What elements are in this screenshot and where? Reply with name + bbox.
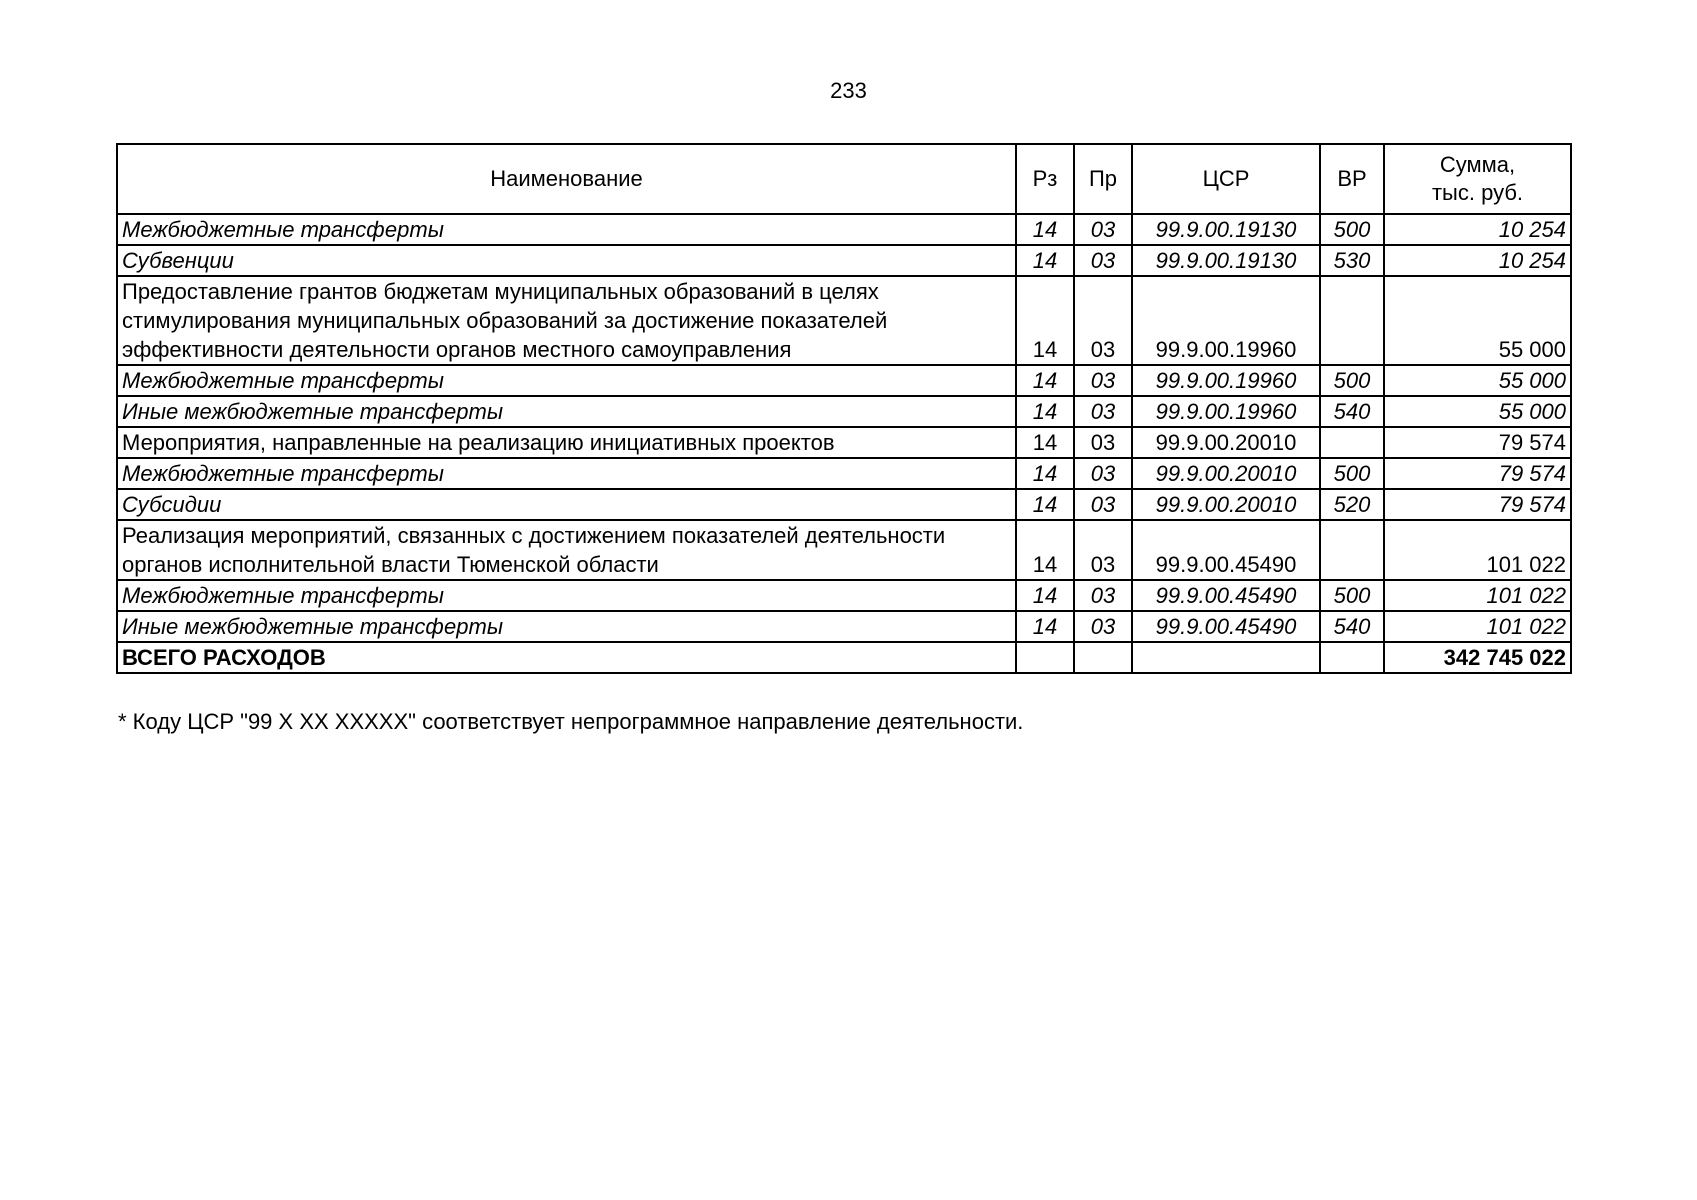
footnote: * Коду ЦСР "99 Х ХХ ХХХХХ" соответствует непрограммное направление деятельности. — [118, 709, 1024, 734]
cell-csr: 99.9.00.20010 — [1132, 458, 1320, 489]
total-empty-vr — [1320, 642, 1384, 673]
cell-rz: 14 — [1016, 611, 1074, 642]
cell-sum: 101 022 — [1384, 520, 1571, 580]
cell-vr: 500 — [1320, 458, 1384, 489]
cell-name: Межбюджетные трансферты — [117, 458, 1016, 489]
cell-name: Межбюджетные трансферты — [117, 580, 1016, 611]
cell-name: Реализация мероприятий, связанных с достижением показателей деятельности органов исполнительной власти Тюменской области — [117, 520, 1016, 580]
cell-name: Субвенции — [117, 245, 1016, 276]
table-row — [117, 458, 1571, 489]
total-sum: 342 745 022 — [1384, 642, 1571, 673]
header-name: Наименование — [117, 144, 1016, 214]
total-row — [117, 642, 1571, 673]
cell-vr — [1320, 276, 1384, 365]
cell-vr — [1320, 520, 1384, 580]
total-label: ВСЕГО РАСХОДОВ — [117, 642, 1016, 673]
table-body — [117, 214, 1571, 673]
cell-vr: 520 — [1320, 489, 1384, 520]
header-pr: Пр — [1074, 144, 1132, 214]
total-empty-pr — [1074, 642, 1132, 673]
cell-vr: 500 — [1320, 580, 1384, 611]
cell-pr: 03 — [1074, 611, 1132, 642]
table-row — [117, 276, 1571, 365]
table-row — [117, 365, 1571, 396]
cell-pr: 03 — [1074, 520, 1132, 580]
cell-vr: 500 — [1320, 365, 1384, 396]
cell-vr: 500 — [1320, 214, 1384, 245]
cell-pr: 03 — [1074, 489, 1132, 520]
cell-pr: 03 — [1074, 427, 1132, 458]
cell-csr: 99.9.00.19130 — [1132, 214, 1320, 245]
cell-pr: 03 — [1074, 458, 1132, 489]
cell-csr: 99.9.00.19960 — [1132, 276, 1320, 365]
cell-name: Предоставление грантов бюджетам муниципальных образований в целях стимулирования муниципальных образований за достижение показателей эффективности деятельности органов местного самоуправления — [117, 276, 1016, 365]
header-csr: ЦСР — [1132, 144, 1320, 214]
cell-pr: 03 — [1074, 245, 1132, 276]
cell-rz: 14 — [1016, 458, 1074, 489]
cell-rz: 14 — [1016, 396, 1074, 427]
page-number: 233 — [830, 78, 867, 103]
cell-rz: 14 — [1016, 214, 1074, 245]
table-row — [117, 396, 1571, 427]
table-row — [117, 427, 1571, 458]
cell-rz: 14 — [1016, 580, 1074, 611]
cell-rz: 14 — [1016, 520, 1074, 580]
cell-csr: 99.9.00.19960 — [1132, 365, 1320, 396]
cell-sum: 55 000 — [1384, 365, 1571, 396]
cell-csr: 99.9.00.45490 — [1132, 611, 1320, 642]
header-sum: Сумма, тыс. руб. — [1384, 144, 1571, 214]
table-row — [117, 580, 1571, 611]
cell-pr: 03 — [1074, 365, 1132, 396]
table-row — [117, 489, 1571, 520]
cell-sum: 79 574 — [1384, 489, 1571, 520]
cell-name: Иные межбюджетные трансферты — [117, 396, 1016, 427]
cell-csr: 99.9.00.20010 — [1132, 489, 1320, 520]
total-empty-rz — [1016, 642, 1074, 673]
cell-vr: 530 — [1320, 245, 1384, 276]
cell-csr: 99.9.00.20010 — [1132, 427, 1320, 458]
cell-sum: 101 022 — [1384, 580, 1571, 611]
cell-csr: 99.9.00.45490 — [1132, 580, 1320, 611]
cell-name: Мероприятия, направленные на реализацию инициативных проектов — [117, 427, 1016, 458]
budget-table — [116, 143, 1572, 674]
table-header-row — [117, 144, 1571, 214]
cell-pr: 03 — [1074, 214, 1132, 245]
header-rz: Рз — [1016, 144, 1074, 214]
cell-csr: 99.9.00.19960 — [1132, 396, 1320, 427]
cell-rz: 14 — [1016, 489, 1074, 520]
cell-rz: 14 — [1016, 427, 1074, 458]
cell-vr: 540 — [1320, 611, 1384, 642]
total-empty-csr — [1132, 642, 1320, 673]
table-row — [117, 520, 1571, 580]
cell-pr: 03 — [1074, 580, 1132, 611]
header-vr: ВР — [1320, 144, 1384, 214]
table-row — [117, 245, 1571, 276]
cell-vr — [1320, 427, 1384, 458]
cell-sum: 55 000 — [1384, 396, 1571, 427]
cell-vr: 540 — [1320, 396, 1384, 427]
cell-csr: 99.9.00.45490 — [1132, 520, 1320, 580]
table-row — [117, 611, 1571, 642]
cell-name: Межбюджетные трансферты — [117, 214, 1016, 245]
cell-name: Иные межбюджетные трансферты — [117, 611, 1016, 642]
cell-rz: 14 — [1016, 365, 1074, 396]
cell-sum: 55 000 — [1384, 276, 1571, 365]
cell-name: Субсидии — [117, 489, 1016, 520]
cell-pr: 03 — [1074, 276, 1132, 365]
cell-rz: 14 — [1016, 276, 1074, 365]
cell-name: Межбюджетные трансферты — [117, 365, 1016, 396]
cell-sum: 79 574 — [1384, 458, 1571, 489]
table-row — [117, 214, 1571, 245]
cell-rz: 14 — [1016, 245, 1074, 276]
cell-sum: 79 574 — [1384, 427, 1571, 458]
cell-sum: 101 022 — [1384, 611, 1571, 642]
cell-csr: 99.9.00.19130 — [1132, 245, 1320, 276]
cell-sum: 10 254 — [1384, 214, 1571, 245]
cell-pr: 03 — [1074, 396, 1132, 427]
cell-sum: 10 254 — [1384, 245, 1571, 276]
